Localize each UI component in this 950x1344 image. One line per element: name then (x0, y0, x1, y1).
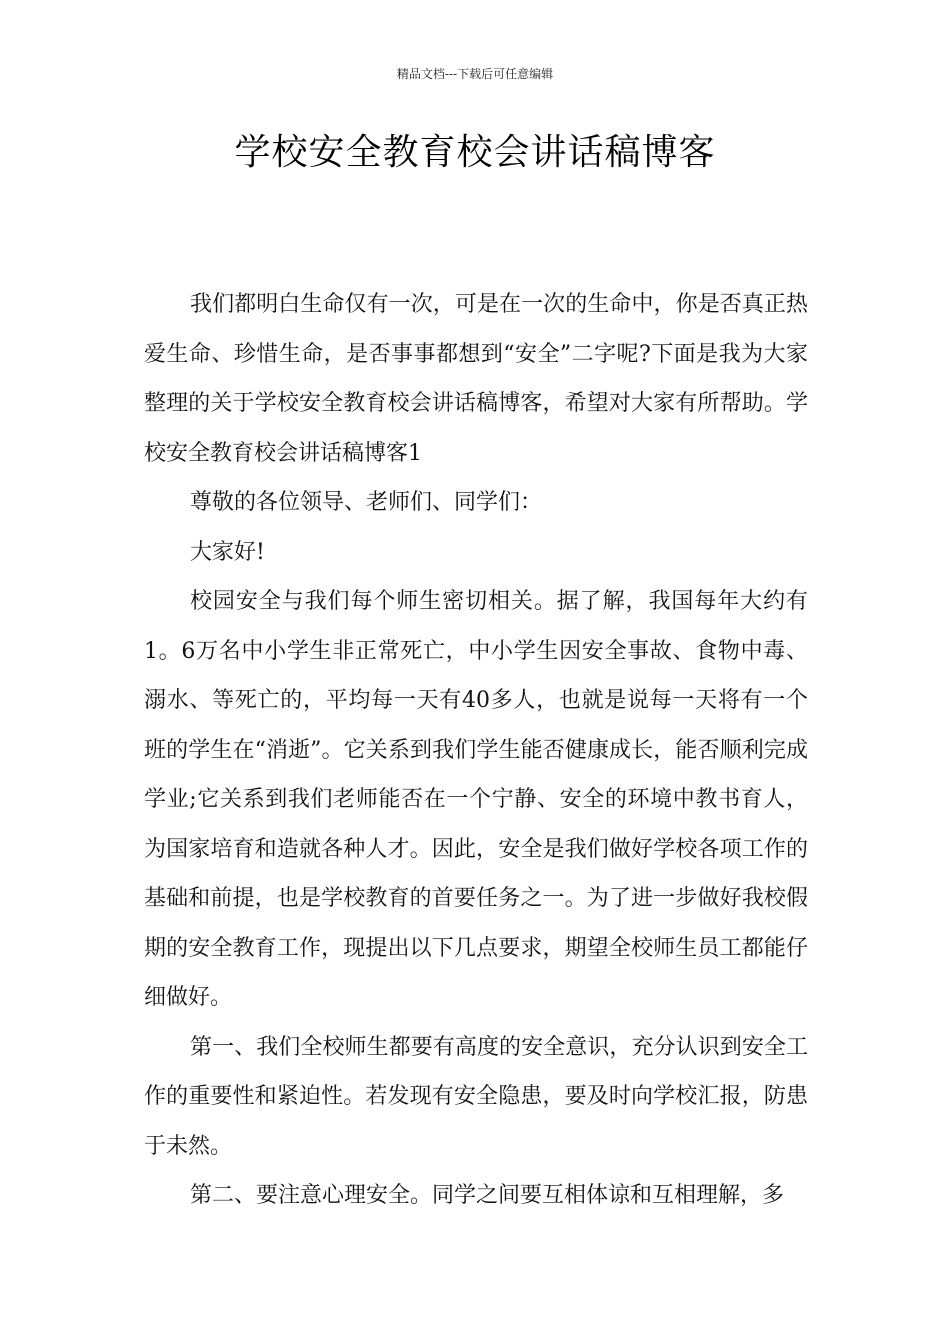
paragraph-salutation: 尊敬的各位领导、老师们、同学们： (190, 490, 543, 515)
paragraph-point-one: 第一、我们全校师生都要有高度的安全意识，充分认识到安全工作的重要性和紧迫性。若发现有安全隐患，要及时向学校汇报，防患于未然。 (144, 1034, 808, 1159)
document-title: 学校安全教育校会讲话稿博客 (234, 132, 716, 173)
paragraph-point-two: 第二、要注意心理安全。同学之间要互相体谅和互相理解，多 (190, 1183, 785, 1208)
document-body (144, 280, 808, 1221)
paragraph-greeting: 大家好! (190, 539, 265, 565)
header-note: 精品文档---下载后可任意编辑 (396, 67, 554, 81)
paragraph-intro: 我们都明白生命仅有一次，可是在一次的生命中，你是否真正热爱生命、珍惜生命，是否事事都想到“安全”二字呢?下面是我为大家整理的关于学校安全教育校会讲话稿博客，希望对大家有所帮助。学校安全教育校会讲话稿博客1 (144, 292, 808, 466)
paragraph-campus-safety: 校园安全与我们每个师生密切相关。据了解，我国每年大约有1。6万名中小学生非正常死亡，中小学生因安全事故、食物中毒、溺水、等死亡的，平均每一天有40多人，也就是说每一天将有一个班的学生在“消逝”。它关系到我们学生能否健康成长，能否顺利完成学业;它关系到我们老师能否在一个宁静、安全的环境中教书育人，为国家培育和造就各种人才。因此，安全是我们做好学校各项工作的基础和前提，也是学校教育的首要任务之一。为了进一步做好我校假期的安全教育工作，现提出以下几点要求，期望全校师生员工都能仔细做好。 (144, 589, 808, 1010)
